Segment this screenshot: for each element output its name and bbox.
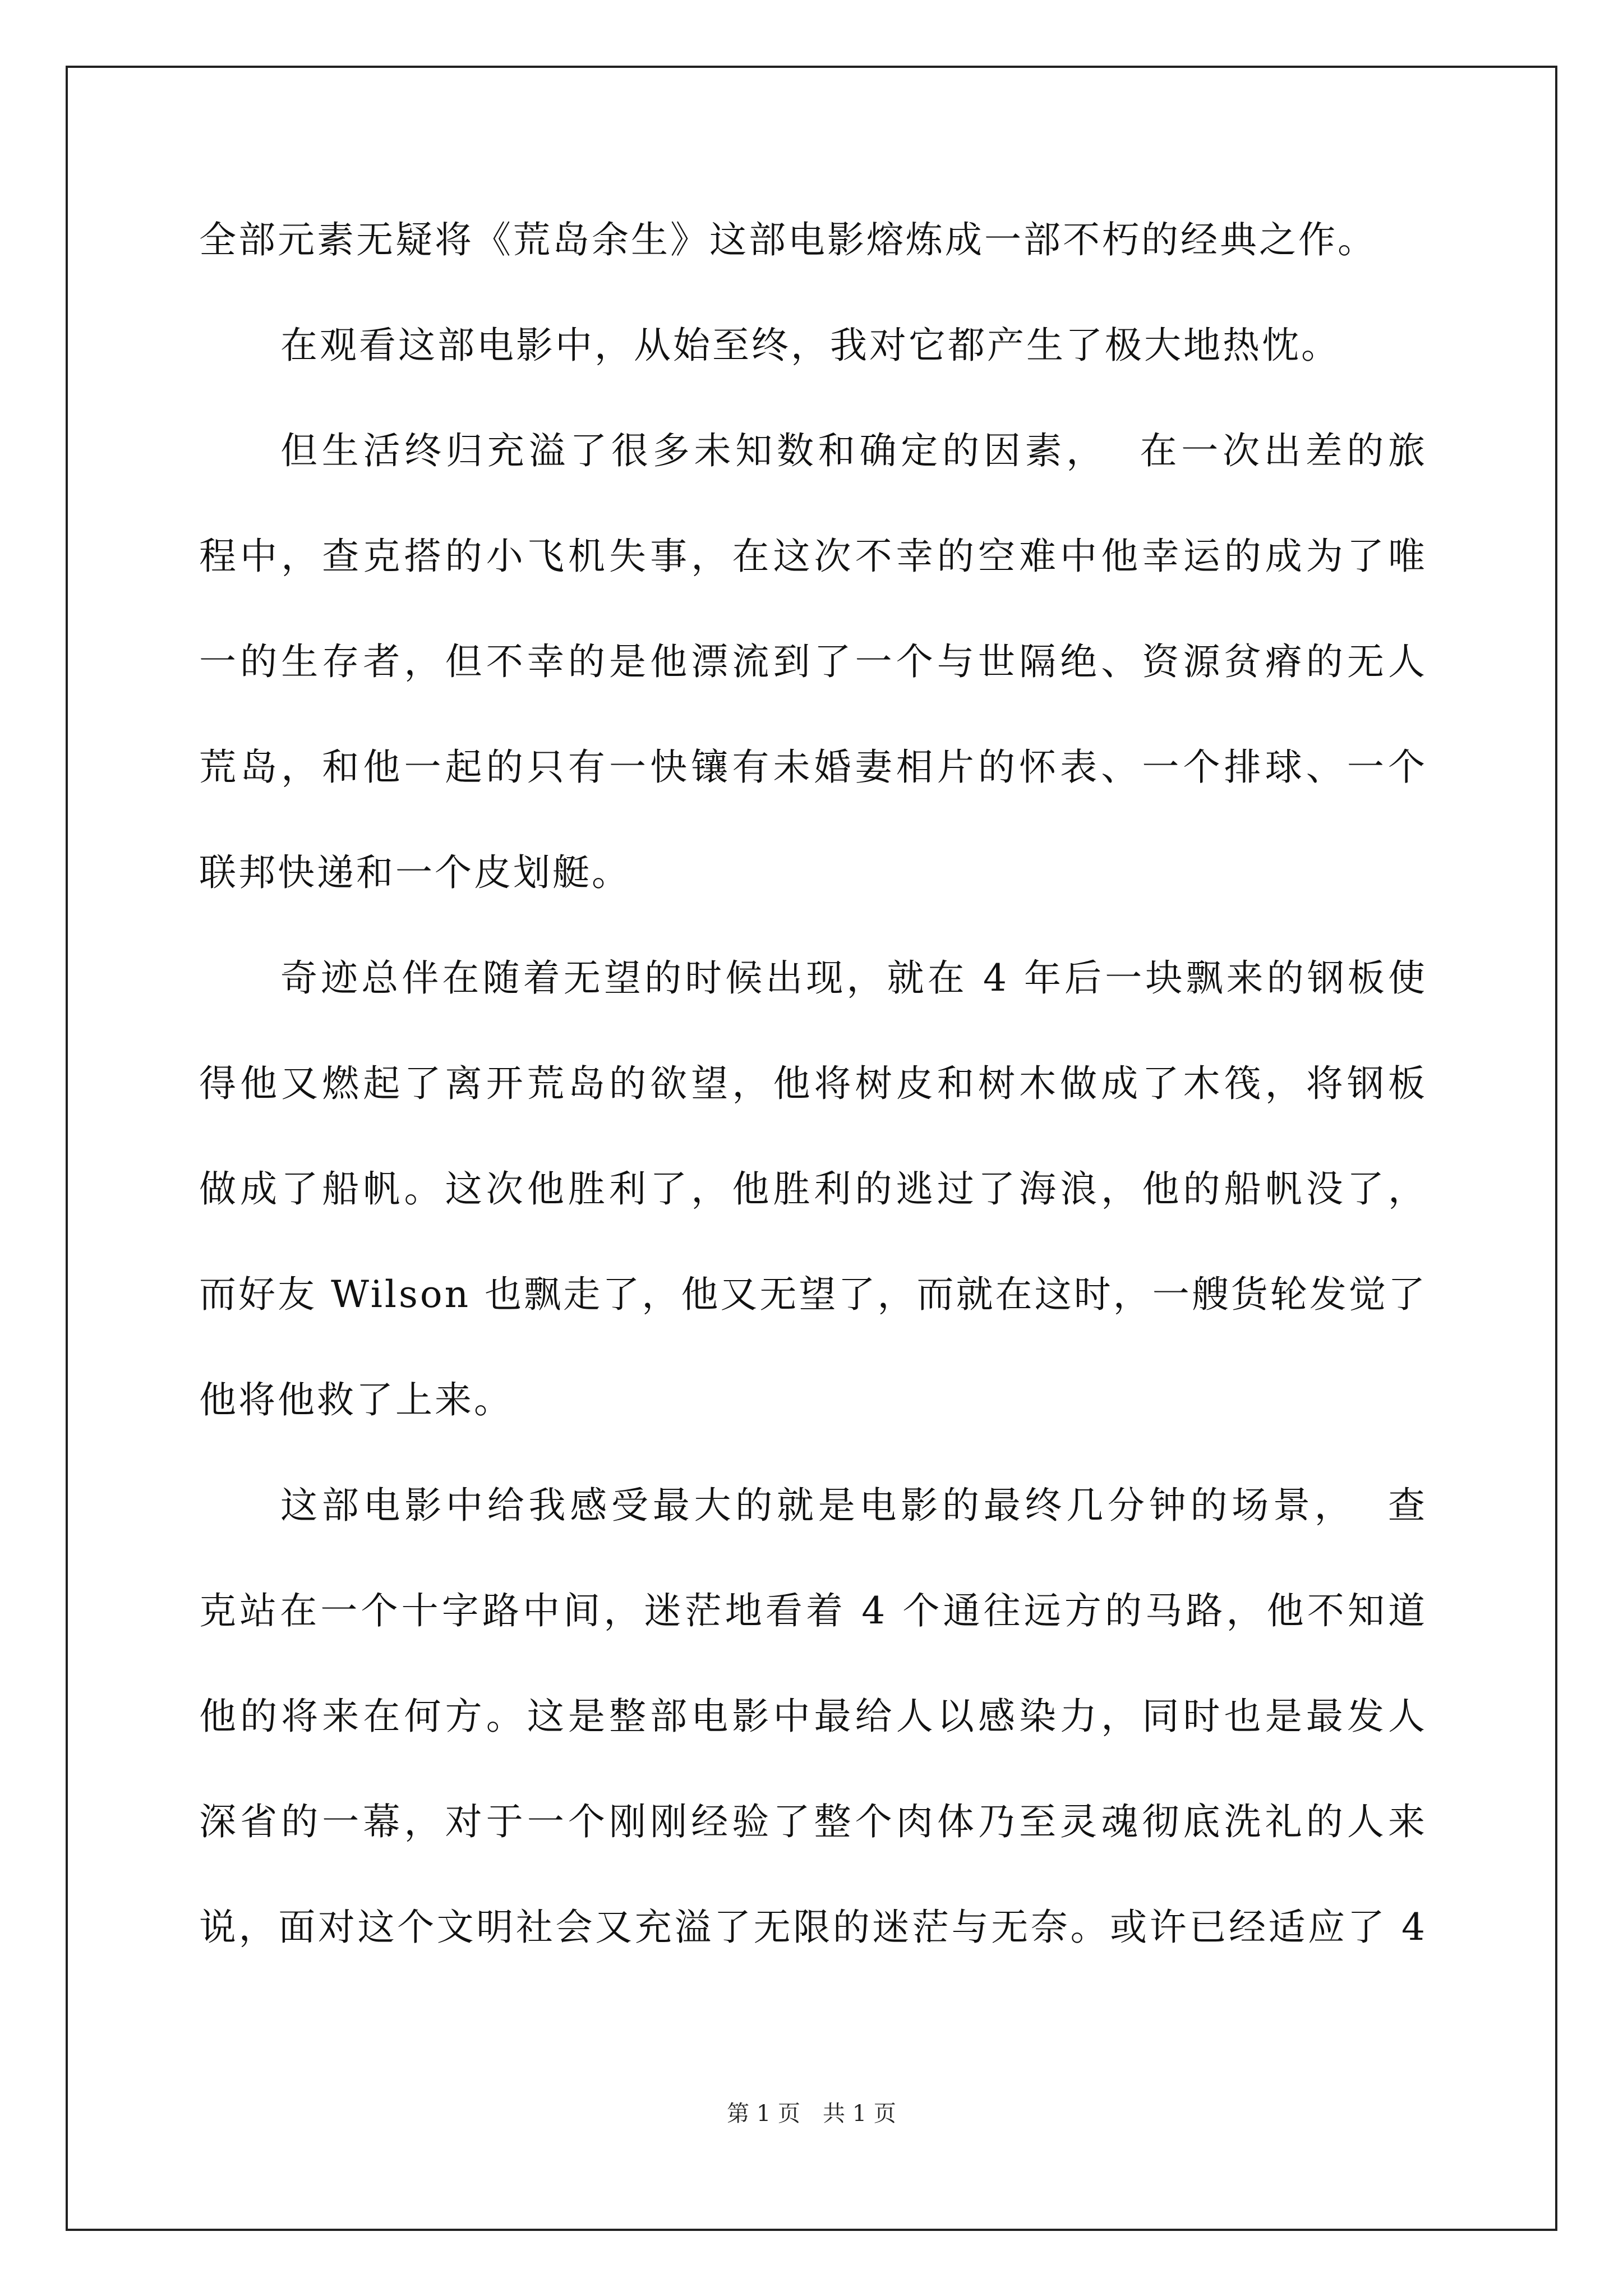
text-line-8: 奇迹总伴在随着无望的时候出现，就在 4 年后一块飘来的钢板使 <box>280 956 1427 1000</box>
text-line-6: 荒岛，和他一起的只有一快镶有未婚妻相片的怀表、一个排球、一个 <box>199 746 1427 789</box>
text-line-13: 这部电影中给我感受最大的就是电影的最终几分钟的场景， 查 <box>280 1484 1427 1527</box>
text-line-14: 克站在一个十字路中间，迷茫地看着 4 个通往远方的马路，他不知道 <box>199 1589 1427 1632</box>
text-line-10: 做成了船帆。这次他胜利了，他胜利的逃过了海浪，他的船帆没了， <box>199 1167 1427 1211</box>
text-line-16: 深省的一幕，对于一个刚刚经验了整个肉体乃至灵魂彻底洗礼的人来 <box>199 1800 1427 1843</box>
page-footer <box>0 2097 1623 2131</box>
text-line-9: 得他又燃起了离开荒岛的欲望，他将树皮和树木做成了木筏，将钢板 <box>199 1062 1427 1105</box>
text-line-1: 全部元素无疑将《荒岛余生》这部电影熔炼成一部不朽的经典之作。 <box>199 218 1377 261</box>
text-line-7: 联邦快递和一个皮划艇。 <box>199 851 631 894</box>
page-number: 第 1 页 <box>727 2101 800 2127</box>
text-line-5: 一的生存者，但不幸的是他漂流到了一个与世隔绝、资源贫瘠的无人 <box>199 640 1427 683</box>
document-body <box>199 209 1427 2001</box>
text-line-4: 程中，查克搭的小飞机失事，在这次不幸的空难中他幸运的成为了唯 <box>199 535 1427 578</box>
text-line-3: 但生活终归充溢了很多未知数和确定的因素， 在一次出差的旅 <box>280 429 1427 472</box>
text-line-15: 他的将来在何方。这是整部电影中最给人以感染力，同时也是最发人 <box>199 1695 1427 1738</box>
text-line-2: 在观看这部电影中，从始至终，我对它都产生了极大地热忱。 <box>280 324 1340 367</box>
page-total: 共 1 页 <box>823 2101 896 2127</box>
text-line-11: 而好友 Wilson 也飘走了，他又无望了，而就在这时，一艘货轮发觉了 <box>199 1273 1427 1316</box>
text-line-17: 说，面对这个文明社会又充溢了无限的迷茫与无奈。或许已经适应了 4 <box>199 1906 1427 1949</box>
text-line-12: 他将他救了上来。 <box>199 1378 513 1421</box>
